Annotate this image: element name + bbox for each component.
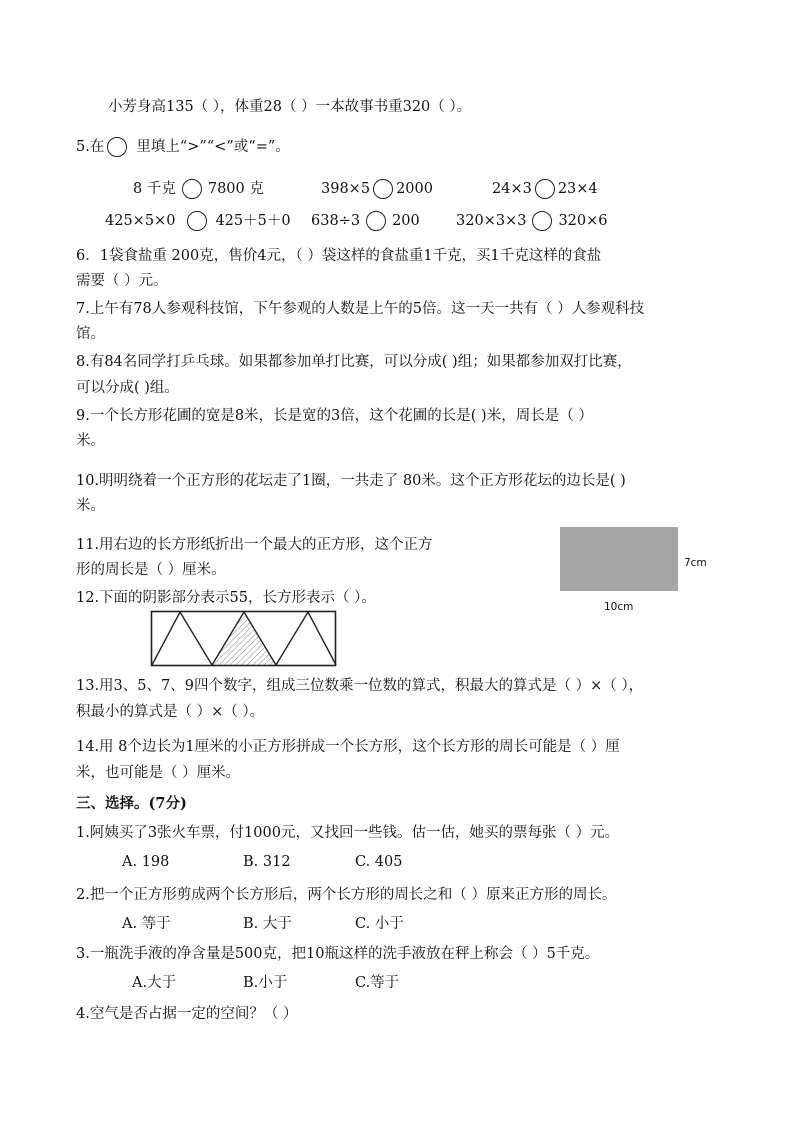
q9-line1: 9.一个长方形花圃的宽是8米，长是宽的3倍，这个花圃的长是( )米，周长是（ ）	[76, 408, 593, 424]
q4-continuation: 小芳身高135（ ），体重28（ ）一本故事书重320（ ）。	[108, 99, 472, 115]
choice-q3-option-a[interactable]: A.大于	[132, 975, 177, 991]
q14-line2: 米，也可能是（ ）厘米。	[76, 765, 241, 781]
compare-left: 24×3	[492, 181, 532, 197]
compare-left: 638÷3	[311, 213, 361, 229]
q6-line2: 需要（ ）元。	[76, 273, 168, 289]
q5-suffix: 里填上“>”“<”或“=”。	[136, 139, 290, 155]
section-3-title: 三、选择。(7分)	[76, 795, 187, 812]
compare-left: 398×5	[321, 181, 371, 197]
choice-q2-option-b[interactable]: B. 大于	[243, 916, 292, 932]
compare-item-4	[105, 211, 291, 231]
choice-q2-option-c[interactable]: C. 小于	[355, 916, 404, 932]
compare-circle-icon[interactable]	[366, 211, 386, 231]
compare-item-6	[456, 211, 608, 231]
q11-line2: 形的周长是（ ）厘米。	[76, 562, 226, 578]
rectangle-figure	[560, 527, 678, 591]
choice-q4: 4.空气是否占据一定的空间？（ ）	[76, 1006, 298, 1022]
choice-q3: 3.一瓶洗手液的净含量是500克，把10瓶这样的洗手液放在秤上称会（ ）5千克。	[76, 946, 600, 962]
compare-circle-icon[interactable]	[532, 211, 552, 231]
shaded-triangle	[212, 612, 276, 665]
choice-q2: 2.把一个正方形剪成两个长方形后，两个长方形的周长之和（ ）原来正方形的周长。	[76, 887, 617, 903]
q10-line1: 10.明明绕着一个正方形的花坛走了1圈，一共走了 80米。这个正方形花坛的边长是( )	[76, 473, 626, 489]
compare-item-5	[311, 211, 420, 231]
compare-right: 7800 克	[207, 181, 264, 197]
q13-line2: 积最小的算式是（ ）×（ ）。	[76, 704, 265, 720]
rectangle-height-label: 7cm	[684, 557, 707, 569]
q14-line1: 14.用 8个边长为1厘米的小正方形拼成一个长方形，这个长方形的周长可能是（ ）厘	[76, 739, 620, 755]
compare-left: 320×3×3	[456, 213, 527, 229]
q10-line2: 米。	[76, 498, 105, 514]
q7-line1: 7.上午有78人参观科技馆，下午参观的人数是上午的5倍。这一天一共有（ ）人参观科技	[76, 301, 645, 317]
compare-item-1	[133, 179, 264, 199]
q13-line1: 13.用3、5、7、9四个数字，组成三位数乘一位数的算式，积最大的算式是（ ）×（ ），	[76, 678, 644, 694]
compare-item-3	[492, 179, 598, 199]
compare-right: 23×4	[557, 181, 598, 197]
choice-q1-option-c[interactable]: C. 405	[355, 854, 403, 870]
triangle-strip-figure	[150, 609, 338, 667]
compare-circle-icon[interactable]	[182, 179, 202, 199]
compare-circle-icon[interactable]	[535, 179, 555, 199]
choice-q1: 1.阿姨买了3张火车票，付1000元，又找回一些钱。估一估，她买的票每张（ ）元。	[76, 825, 620, 841]
q8-line2: 可以分成( )组。	[76, 380, 179, 396]
compare-left: 8 千克	[133, 181, 176, 197]
choice-q3-option-b[interactable]: B.小于	[243, 975, 288, 991]
q9-line2: 米。	[76, 433, 105, 449]
choice-q3-option-c[interactable]: C.等于	[355, 975, 400, 991]
q5-prefix: 5.在	[76, 139, 105, 155]
compare-item-2	[321, 179, 433, 199]
compare-circle-icon[interactable]	[373, 179, 393, 199]
choice-q1-option-b[interactable]: B. 312	[243, 854, 291, 870]
q7-line2: 馆。	[76, 326, 105, 342]
compare-right: 320×6	[558, 213, 608, 229]
rectangle-width-label: 10cm	[604, 601, 634, 613]
choice-q1-option-a[interactable]: A. 198	[122, 854, 170, 870]
compare-right: 425＋5＋0	[215, 213, 291, 229]
compare-circle-icon[interactable]	[187, 211, 207, 231]
q5-line	[76, 137, 290, 157]
compare-right: 200	[392, 213, 420, 229]
choice-q2-option-a[interactable]: A. 等于	[122, 916, 171, 932]
compare-circle-icon	[107, 137, 127, 157]
q12-line: 12.下面的阴影部分表示55，长方形表示（ ）。	[76, 590, 376, 606]
compare-right: 2000	[396, 181, 433, 197]
compare-left: 425×5×0	[105, 213, 176, 229]
q6-line1: 6．1袋食盐重 200克，售价4元，（ ）袋这样的食盐重1千克，买1千克这样的食盐	[76, 248, 602, 264]
q11-line1: 11.用右边的长方形纸折出一个最大的正方形，这个正方	[76, 537, 433, 553]
q8-line1: 8.有84名同学打乒乓球。如果都参加单打比赛，可以分成( )组；如果都参加双打比赛，	[76, 354, 632, 370]
